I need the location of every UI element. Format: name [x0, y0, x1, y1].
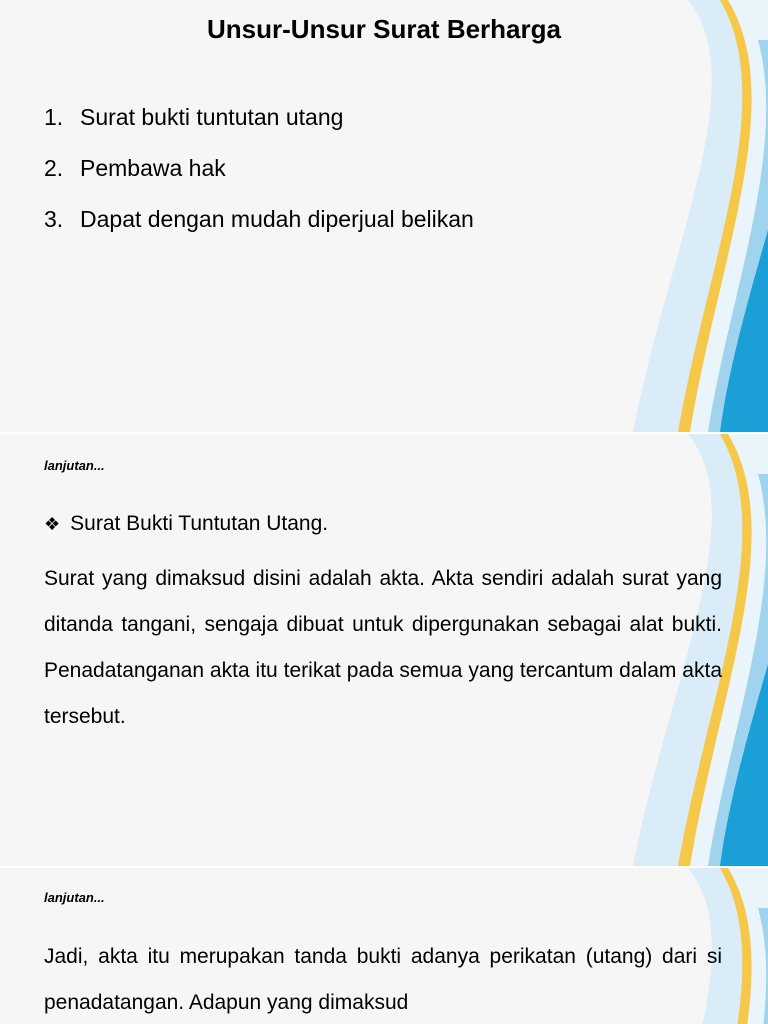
slide-3	[0, 868, 768, 1024]
list-number: 3.	[44, 206, 64, 232]
wave-decoration	[628, 0, 768, 432]
list-item	[44, 143, 474, 194]
list-number: 1.	[44, 104, 64, 130]
list-text: Dapat dengan mudah diperjual belikan	[80, 206, 474, 232]
slide-title: Unsur-Unsur Surat Berharga	[207, 14, 561, 44]
continuation-label: lanjutan...	[44, 458, 105, 473]
bullet-heading	[44, 512, 328, 536]
list-text: Surat bukti tuntutan utang	[80, 104, 344, 130]
slide-2	[0, 434, 768, 866]
list-text: Pembawa hak	[80, 155, 226, 181]
list-item	[44, 194, 474, 245]
body-paragraph: Surat yang dimaksud disini adalah akta. Akta sendiri adalah surat yang ditanda tangani, sengaja dibuat untuk dipergunakan sebagai alat bukti. Penadatanganan akta itu terikat pada semua yang tercantum dalam akta tersebut.	[44, 567, 722, 728]
slide-1	[0, 0, 768, 432]
numbered-list	[44, 92, 474, 245]
continuation-label: lanjutan...	[44, 890, 105, 905]
diamond-bullet-icon: ❖	[44, 513, 61, 534]
list-item	[44, 92, 474, 143]
list-number: 2.	[44, 155, 64, 181]
body-paragraph: Jadi, akta itu merupakan tanda bukti adanya perikatan (utang) dari si penadatangan. Adapun yang dimaksud	[44, 945, 722, 1014]
bullet-text: Surat Bukti Tuntutan Utang.	[70, 512, 329, 535]
